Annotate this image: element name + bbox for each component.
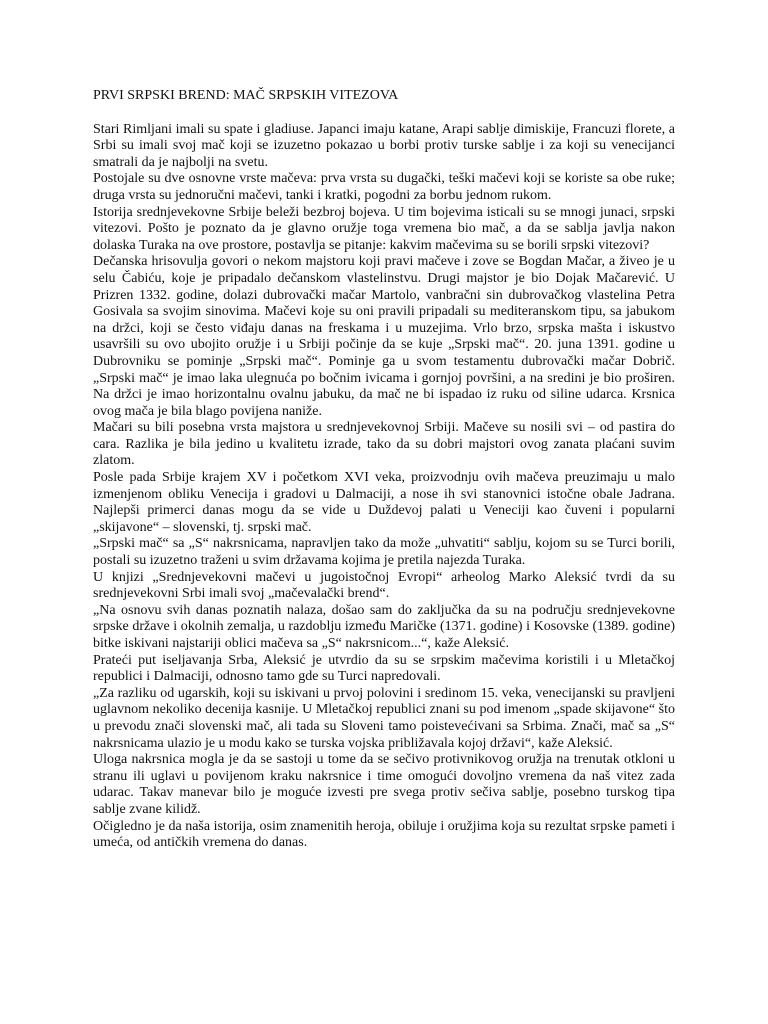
paragraph-after-fall: Posle pada Srbije krajem XV i početkom XVI veka, proizvodnju ovih mačeva preuzimaju u malo izmenjenom obliku Venecija i gradovi u Dalmaciji, a nose ih svi stanovnici istočne obale Jadrana. Najlepši primerci danas mogu da se vide u Duždevoj palati u Veneciji kao čuveni i popularni „skijavone“ – slovenski, tj. srpski mač. — [93, 470, 675, 535]
paragraph-crossguard-role: Uloga nakrsnica mogla je da se sastoji u tome da se sečivo protivnikovog oružja na trenutak otkloni u stranu ili uglavi u povijenom kraku nakrsnice i time omogući dovoljno vremena da naš vitez zada udarac. Takav manevar bilo je moguće izvesti pre svega protiv sečiva sablje, posebno turskog tipa sablje zvane kilidž. — [93, 752, 675, 817]
paragraph-decani-chrysobull: Dečanska hrisovulja govori o nekom majstoru koji pravi mačeve i zove se Bogdan Mačar, a živeo je u selu Čabiću, koje je pripadalo dečanskom vlastelinstvu. Drugi majstor je bio Dojak Mačarević. U Prizren 1332. godine, dolazi dubrovački mačar Martolo, vanbračni sin dubrovačkog vlastelina Petra Gosivala sa svojim sinovima. Mačevi koje su oni pravili pripadali su mediteranskom tipu, sa jabukom na držci, koji se često viđaju danas na freskama i u muzejima. Vrlo brzo, srpska mašta i iskustvo usavršili su ovo ubojito oružje i u Srbiji počinje da se kuje „Srpski mač“. 20. juna 1391. godine u Dubrovniku se pominje „Srpski mač“. Pominje ga u svom testamentu dubrovački mačar Dobrič. „Srpski mač“ je imao laka ulegnuća po bočnim ivicama i gornjoj površini, a na sredini je bio proširen. Na držci je imao horizontalnu ovalnu jabuku, da mač ne bi ispadao iz ruku od siline udarca. Krsnica ovog mača je bila blago povijena naniže. — [93, 254, 675, 419]
paragraph-history: Istorija srednjevekovne Srbije beleži bezbroj bojeva. U tim bojevima isticali su se mnogi junaci, srpski vitezovi. Pošto je poznato da je glavno oružje toga vremena bio mač, a da se sablja javlja nakon dolaska Turaka na ove prostore, postavlja se pitanje: kakvim mačevima su se borili srpski vitezovi? — [93, 204, 675, 253]
paragraph-intro: Stari Rimljani imali su spate i gladiuse. Japanci imaju katane, Arapi sablje dimiskije, Francuzi florete, a Srbi su imali svoj mač koji se izuzetno pokazao u borbi protiv turske sablje i za koji su venecijanci smatrali da je najbolji na svetu. — [93, 121, 675, 170]
paragraph-aleksic-quote-2: „Za razliku od ugarskih, koji su iskivani u prvoj polovini i sredinom 15. veka, venecijanski su pravljeni uglavnom nekoliko decenija kasnije. U Mletačkoj republici znani su pod imenom „spade skijavone“ što u prevodu znači slovenski mač, ali tada su Sloveni tamo poistevećivani sa Srbima. Znači, mač sa „S“ nakrsnicama ulazio je u modu kako se turska vojska približavala kojoj državi“, kaže Aleksić. — [93, 685, 675, 751]
paragraph-sword-types: Postojale su dve osnovne vrste mačeva: prva vrsta su dugački, teški mačevi koji se koriste sa obe ruke; druga vrsta su jednoručni mačevi, tanki i kratki, pogodni za borbu jednom rukom. — [93, 171, 675, 203]
paragraph-aleksic-quote-1: „Na osnovu svih danas poznatih nalaza, došao sam do zaključka da su na području srednjevekovne srpske države i okolnih zemalja, u razdoblju između Maričke (1371. godine) i Kosovske (1389. godine) bitke iskivani najstariji oblici mačeva sa „S“ nakrsnicom...“, kaže Aleksić. — [93, 602, 675, 651]
paragraph-aleksic-book: U knjizi „Srednjevekovni mačevi u jugoistočnoj Evropi“ arheolog Marko Aleksić tvrdi da su srednjevekovni Srbi imali svoj „mačevalački brend“. — [93, 569, 675, 602]
paragraph-migration: Prateći put iseljavanja Srba, Aleksić je utvrdio da su se srpskim mačevima koristili i u Mletačkoj republici i Dalmaciji, odnosno tamo gde su Turci napredovali. — [93, 652, 675, 685]
document-title: PRVI SRPSKI BREND: MAČ SRPSKIH VITEZOVA — [93, 88, 399, 103]
paragraph-conclusion: Očigledno je da naša istorija, osim znamenitih heroja, obiluje i oružjima koja su rezultat srpske pameti i umeća, od antičkih vremena do danas. — [93, 818, 675, 851]
paragraph-s-crossguard: „Srpski mač“ sa „S“ nakrsnicama, napravljen tako da može „uhvatiti“ sablju, kojom su se Turci borili, postali su izuzetno traženi u svim državama kojima je pretila najezda Turaka. — [93, 536, 675, 569]
document-page — [93, 88, 675, 852]
paragraph-swordsmiths: Mačari su bili posebna vrsta majstora u srednjevekovnoj Srbiji. Mačeve su nosili svi – od pastira do cara. Razlika je bila jedino u kvalitetu izrade, tako da su dobri majstori ovog zanata plaćani suvim zlatom. — [93, 420, 675, 469]
